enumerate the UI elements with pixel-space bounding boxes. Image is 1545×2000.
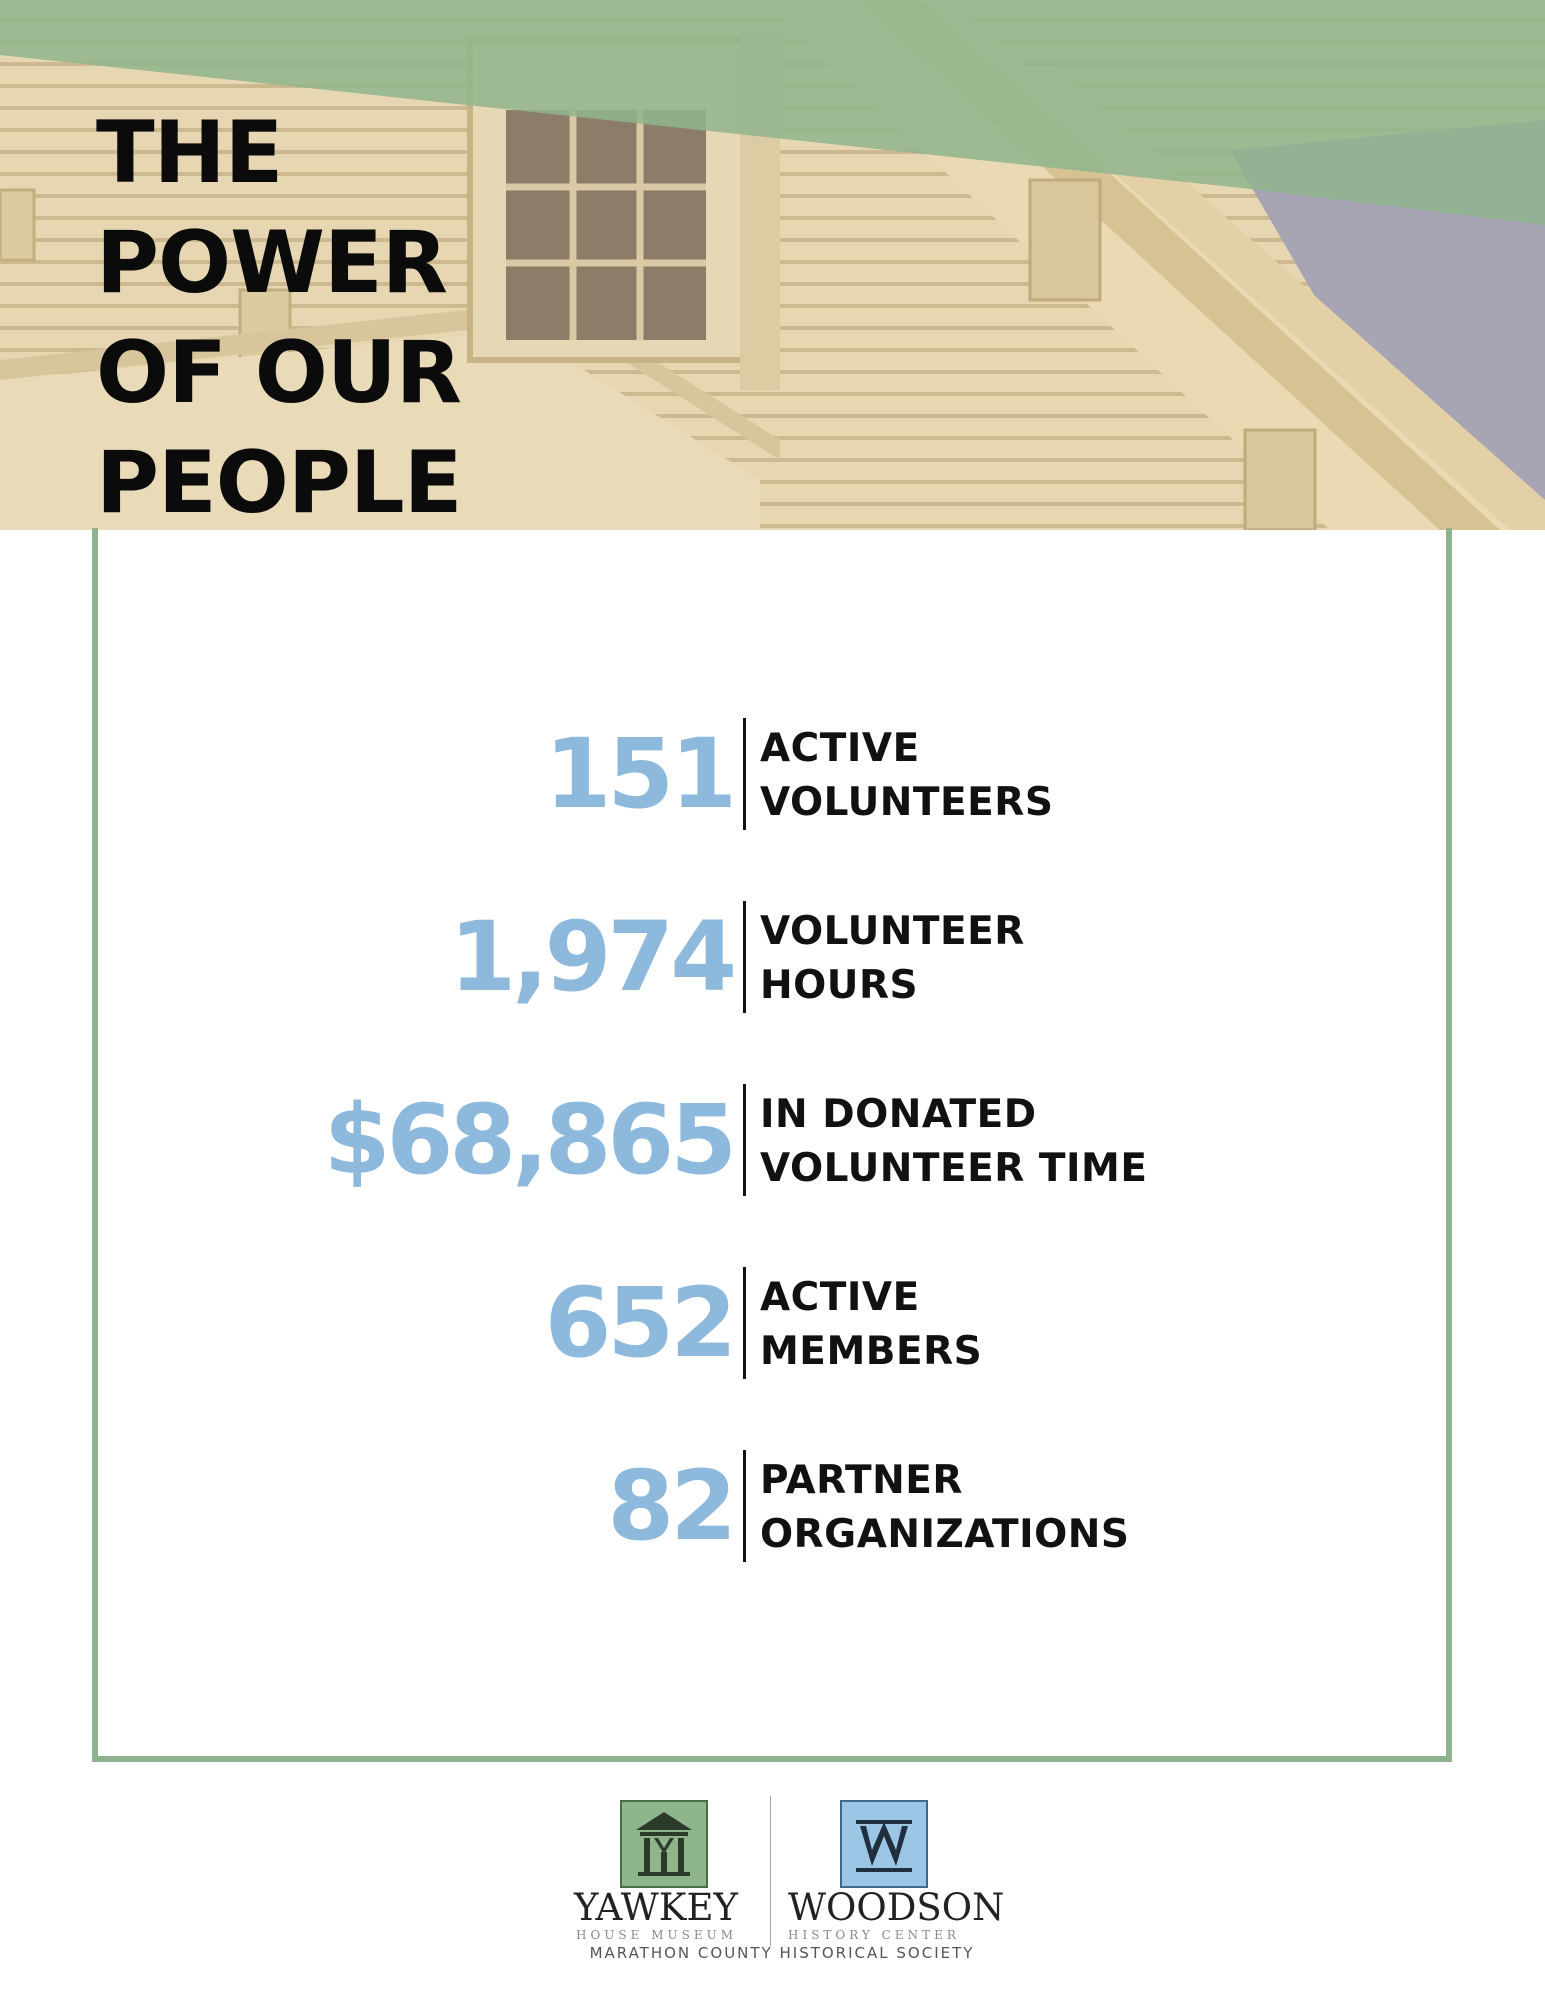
stat-label	[760, 1271, 1280, 1379]
yawkey-emblem-icon	[620, 1800, 708, 1888]
stat-divider	[743, 1267, 746, 1379]
title-line: POWER	[96, 213, 447, 313]
stat-active-volunteers	[0, 718, 1545, 830]
stat-active-members	[0, 1267, 1545, 1379]
stat-label	[760, 905, 1280, 1013]
stat-value: 82	[607, 1450, 733, 1562]
stat-label-line: VOLUNTEERS	[760, 780, 1054, 825]
footer-logos	[560, 1796, 1005, 1966]
yawkey-logo-subtitle: HOUSE MUSEUM	[576, 1928, 737, 1942]
stat-label-line: ACTIVE	[760, 726, 920, 771]
stat-divider	[743, 1450, 746, 1562]
yawkey-logo-name: YAWKEY	[574, 1886, 738, 1929]
stat-label-line: ACTIVE	[760, 1275, 920, 1320]
stat-label	[760, 1088, 1280, 1196]
stat-label-line: VOLUNTEER	[760, 909, 1025, 954]
stat-label-line: ORGANIZATIONS	[760, 1512, 1130, 1557]
stat-label-line: IN DONATED	[760, 1092, 1037, 1137]
stat-volunteer-hours	[0, 901, 1545, 1013]
historical-society-name: MARATHON COUNTY HISTORICAL SOCIETY	[589, 1944, 975, 1962]
logo-divider	[770, 1796, 771, 1946]
title-line: PEOPLE	[96, 433, 462, 530]
stat-label-line: MEMBERS	[760, 1329, 983, 1374]
stat-divider	[743, 1084, 746, 1196]
woodson-logo-name: WOODSON	[788, 1886, 1005, 1929]
title-line: OF OUR	[96, 323, 461, 423]
stat-label-line: VOLUNTEER TIME	[760, 1146, 1148, 1191]
stat-label-line: HOURS	[760, 963, 919, 1008]
page-title	[96, 98, 461, 530]
stat-value: $68,865	[323, 1084, 733, 1196]
woodson-logo-subtitle: HISTORY CENTER	[788, 1928, 960, 1942]
woodson-emblem-icon	[840, 1800, 928, 1888]
stat-divider	[743, 718, 746, 830]
stat-value: 151	[544, 718, 733, 830]
stat-label	[760, 1454, 1280, 1562]
stat-label-line: PARTNER	[760, 1458, 963, 1503]
stat-donated-time	[0, 1084, 1545, 1196]
hero-image	[0, 0, 1545, 530]
stat-partner-organizations	[0, 1450, 1545, 1562]
stat-label	[760, 722, 1280, 830]
stat-value: 1,974	[449, 901, 733, 1013]
title-line: THE	[96, 103, 283, 203]
stat-divider	[743, 901, 746, 1013]
stat-value: 652	[544, 1267, 733, 1379]
